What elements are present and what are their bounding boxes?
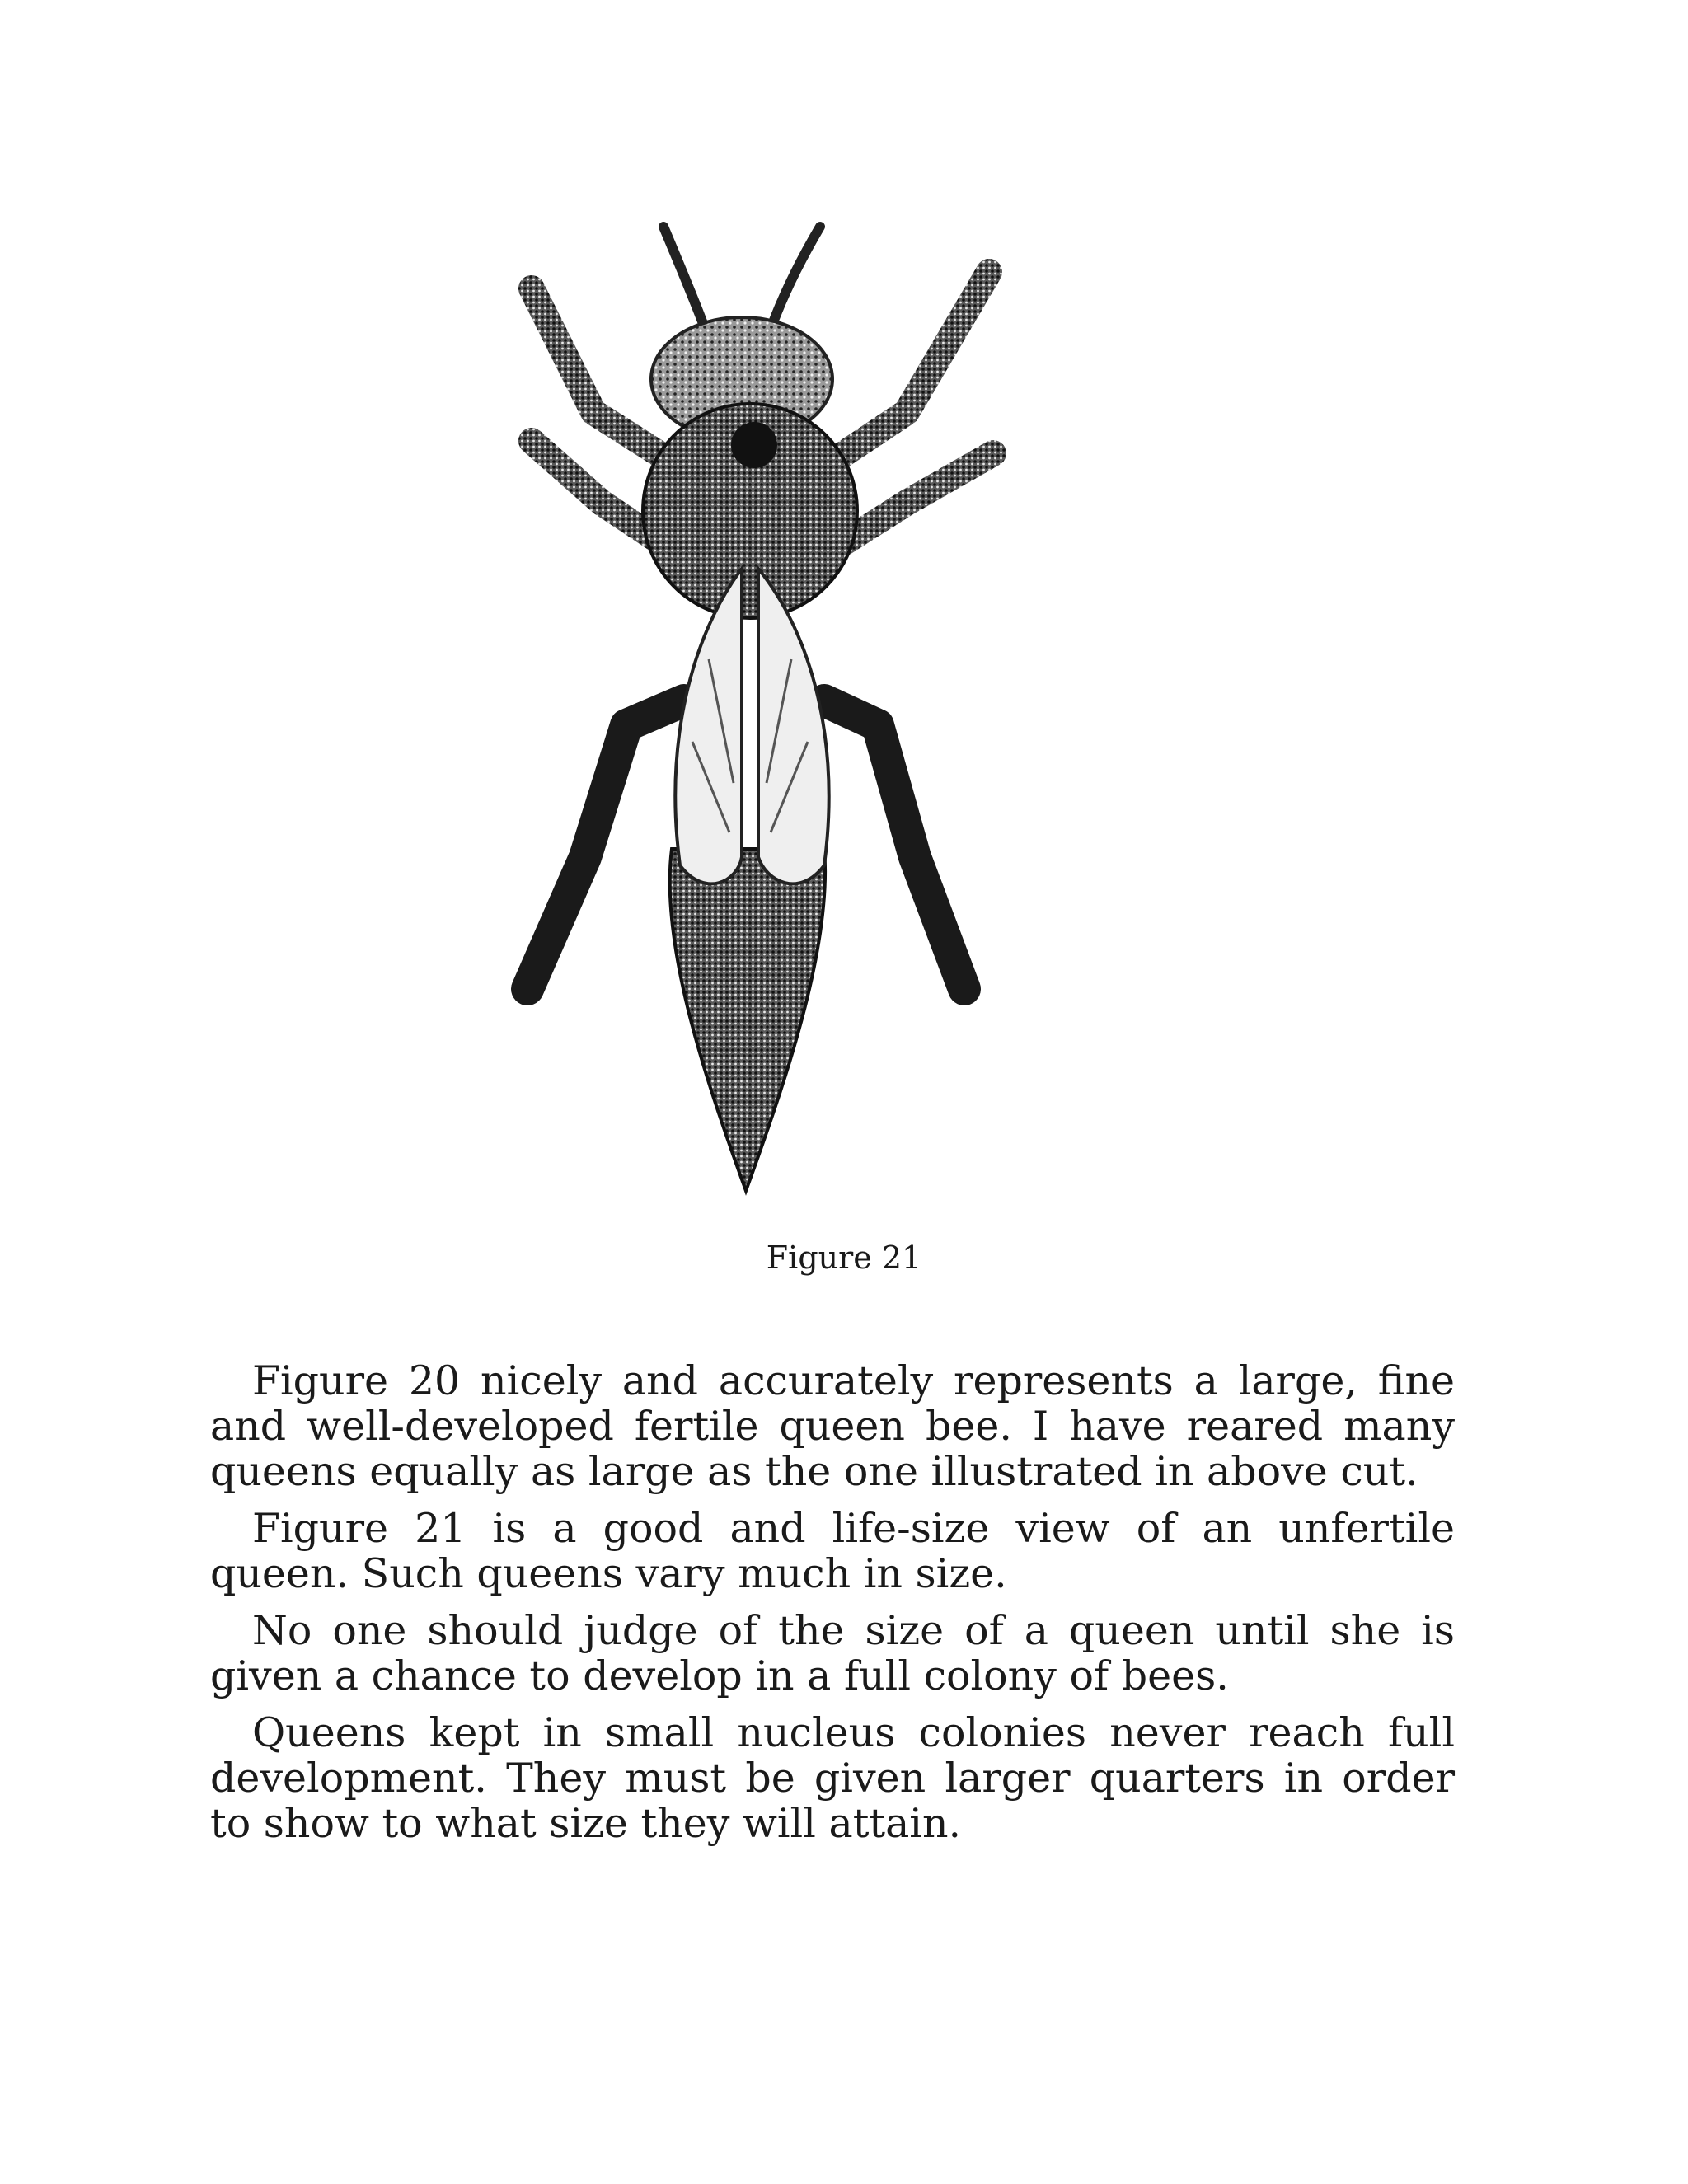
paragraph-3: No one should judge of the size of a queen until she is given a chance to develop in a full colony of bees.	[210, 1607, 1455, 1699]
queen-bee-illustration	[495, 206, 1203, 1220]
paragraph-4: Queens kept in small nucleus colonies never reach full development. They must be given larger quarters in order to show to what size they will attain.	[210, 1709, 1455, 1847]
figure-caption: Figure 21	[766, 1240, 922, 1276]
body-text	[210, 1358, 1455, 1858]
paragraph-1: Figure 20 nicely and accurately represents a large, fine and well-developed fertile queen bee. I have reared many queens equally as large as the one illustrated in above cut.	[210, 1357, 1455, 1495]
paragraph-2: Figure 21 is a good and life-size view of an unfertile queen. Such queens vary much in size.	[210, 1505, 1455, 1597]
